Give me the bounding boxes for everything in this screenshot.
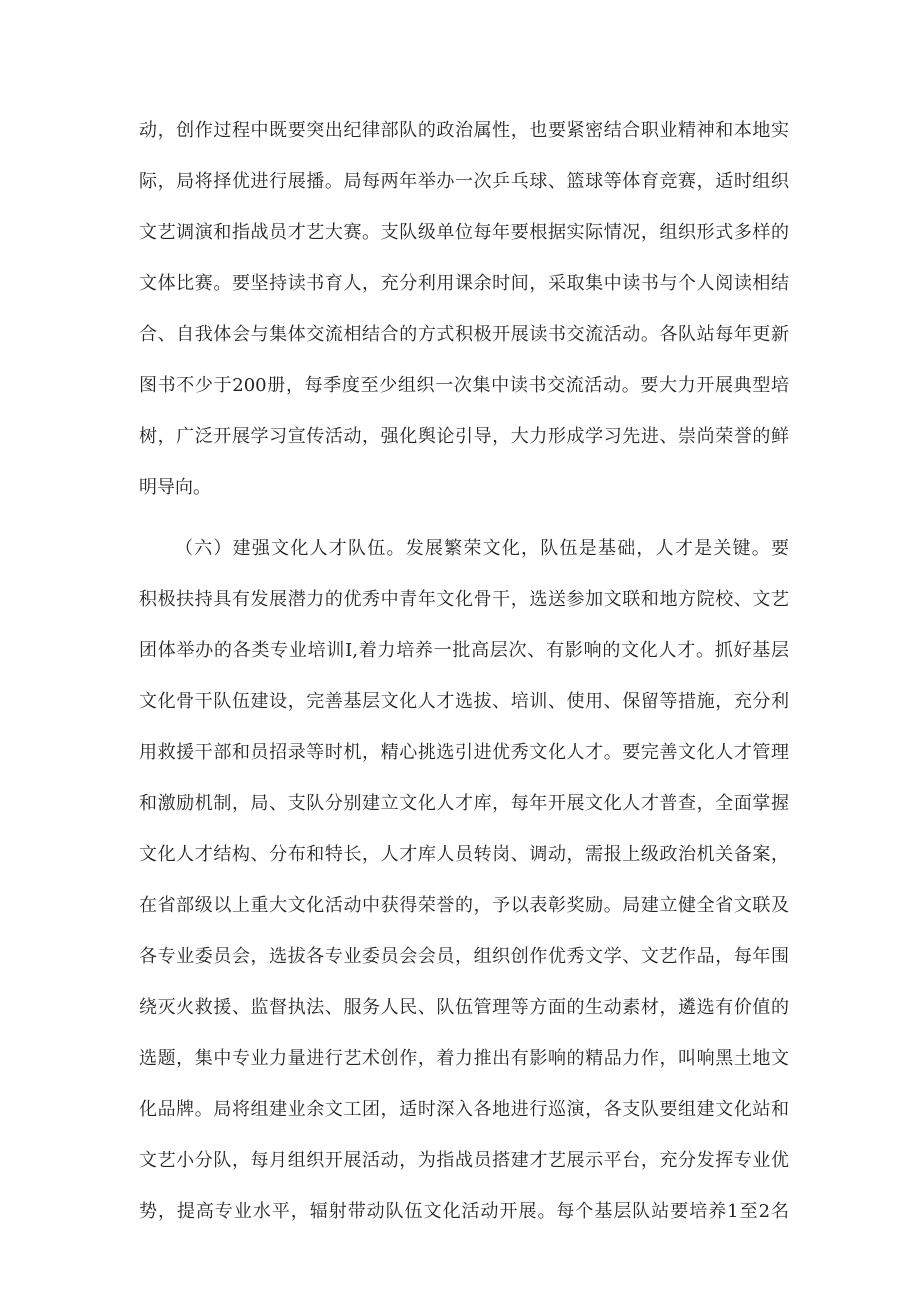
paragraph-2-line: 和激励机制，局、支队分别建立文化人才库，每年开展文化人才普查，全面掌握	[139, 793, 789, 814]
paragraph-2-line: 文化骨干队伍建设，完善基层文化人才选拔、培训、使用、保留等措施，充分利	[139, 691, 789, 712]
paragraph-2-line: 化品牌。局将组建业余文工团，适时深入各地进行巡演，各支队要组建文化站和	[139, 1099, 789, 1120]
paragraph-2-line: （六）建强文化人才队伍。发展繁荣文化，队伍是基础，人才是关键。要	[175, 538, 789, 559]
paragraph-2-line: 势，提高专业水平，辐射带动队伍文化活动开展。每个基层队站要培养1至2名	[139, 1201, 789, 1222]
paragraph-2-line: 文艺小分队，每月组织开展活动，为指战员搭建才艺展示平台，充分发挥专业优	[139, 1150, 789, 1171]
paragraph-1-line: 合、自我体会与集体交流相结合的方式积极开展读书交流活动。各队站每年更新	[139, 324, 789, 345]
paragraph-1-line: 文体比赛。要坚持读书育人，充分利用课余时间，采取集中读书与个人阅读相结	[139, 273, 789, 294]
paragraph-2-line: 在省部级以上重大文化活动中获得荣誉的，予以表彰奖励。局建立健全省文联及	[139, 895, 789, 916]
paragraph-1-line: 明导向。	[139, 477, 211, 498]
paragraph-2-line: 绕灭火救援、监督执法、服务人民、队伍管理等方面的生动素材，遴选有价值的	[139, 997, 789, 1018]
paragraph-2-line: 积极扶持具有发展潜力的优秀中青年文化骨干，选送参加文联和地方院校、文艺	[139, 589, 789, 610]
paragraph-2-line: 各专业委员会，选拔各专业委员会会员，组织创作优秀文学、文艺作品，每年围	[139, 946, 789, 967]
paragraph-2-line: 选题，集中专业力量进行艺术创作，着力推出有影响的精品力作，叫响黑土地文	[139, 1048, 789, 1069]
paragraph-1-line: 动，创作过程中既要突出纪律部队的政治属性，也要紧密结合职业精神和本地实	[139, 120, 789, 141]
paragraph-2-line: 用救援干部和员招录等时机，精心挑选引进优秀文化人才。要完善文化人才管理	[139, 742, 789, 763]
paragraph-1-line: 文艺调演和指战员才艺大赛。支队级单位每年要根据实际情况，组织形式多样的	[139, 222, 789, 243]
paragraph-2-line: 团体举办的各类专业培训I,着力培养一批高层次、有影响的文化人才。抓好基层	[139, 640, 789, 661]
paragraph-1-line: 图书不少于200册，每季度至少组织一次集中读书交流活动。要大力开展典型培	[139, 375, 789, 396]
paragraph-2-line: 文化人才结构、分布和特长，人才库人员转岗、调动，需报上级政治机关备案，	[139, 844, 789, 865]
paragraph-1-line: 树，广泛开展学习宣传活动，强化舆论引导，大力形成学习先进、崇尚荣誉的鲜	[139, 426, 789, 447]
paragraph-1-line: 际，局将择优进行展播。局每两年举办一次乒乓球、篮球等体育竞赛，适时组织	[139, 171, 789, 192]
